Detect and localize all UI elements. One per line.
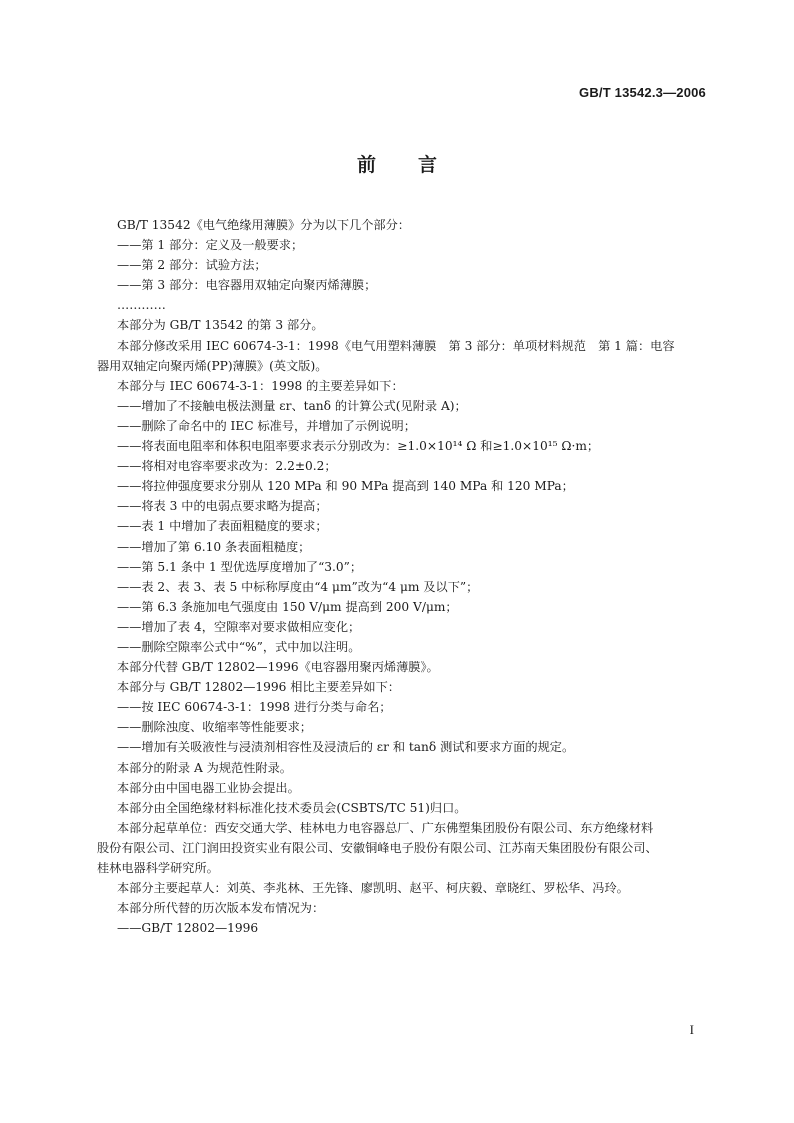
list-item-difference: ——删除空隙率公式中“%”，式中加以注明。 [117,639,361,654]
list-item-difference: ——第 6.3 条施加电气强度由 150 V/μm 提高到 200 V/μm； [117,599,458,614]
paragraph-centralized: 本部分由全国绝缘材料标准化技术委员会(CSBTS/TC 51)归口。 [117,800,467,815]
list-item-difference: ——增加了表 4，空隙率对要求做相应变化； [117,619,361,634]
paragraph-modification-line2: 器用双轴定向聚丙烯(PP)薄膜》(英文版)。 [97,358,328,373]
list-item-comparison: ——按 IEC 60674-3-1：1998 进行分类与命名； [117,700,392,715]
list-item-difference: ——删除了命名中的 IEC 标准号，并增加了示例说明； [117,418,416,433]
foreword-body [97,215,707,938]
paragraph-history-intro: 本部分所代替的历次版本发布情况为： [117,901,325,916]
paragraph-drafters: 本部分主要起草人：刘英、李兆林、王先锋、廖凯明、赵平、柯庆毅、章晓红、罗松华、冯玲。 [117,881,629,896]
standard-number: GB/T 13542.3—2006 [579,85,706,100]
list-item-history: ——GB/T 12802—1996 [117,921,259,936]
list-item-difference: ——表 2、表 3、表 5 中标称厚度由“4 μm”改为“4 μm 及以下”； [117,579,479,594]
page-number: I [689,1022,694,1037]
list-item-difference: ——第 5.1 条中 1 型优选厚度增加了“3.0”； [117,559,363,574]
list-item-comparison: ——增加有关吸液性与浸渍剂相容性及浸渍后的 εr 和 tanδ 测试和要求方面的规定。 [117,740,575,755]
paragraph-annex: 本部分的附录 A 为规范性附录。 [117,760,292,775]
list-ellipsis: ………… [117,298,166,313]
list-item-difference: ——将相对电容率要求改为：2.2±0.2； [117,459,337,474]
title-char-1: 前 [356,154,376,176]
list-item-part3: ——第 3 部分：电容器用双轴定向聚丙烯薄膜； [117,278,377,293]
paragraph-drafting-units-line3: 桂林电器科学研究所。 [97,861,219,875]
list-item-difference: ——表 1 中增加了表面粗糙度的要求； [117,519,328,534]
paragraph-comparison-intro: 本部分与 GB/T 12802—1996 相比主要差异如下： [117,680,400,695]
list-item-difference: ——将表面电阻率和体积电阻率要求表示分别改为：≥1.0×10¹⁴ Ω 和≥1.0×10¹⁵ Ω·m； [117,439,600,454]
list-item-part1: ——第 1 部分：定义及一般要求； [117,238,304,253]
paragraph-proposer: 本部分由中国电器工业协会提出。 [117,780,300,795]
paragraph-drafting-units-line2: 股份有限公司、江门润田投资实业有限公司、安徽铜峰电子股份有限公司、江苏南天集团股份有限公司、 [97,840,658,855]
paragraph-differences-intro: 本部分与 IEC 60674-3-1：1998 的主要差异如下： [117,378,404,393]
title-char-2: 言 [418,154,438,176]
page-title [0,150,794,177]
list-item-difference: ——将拉伸强度要求分别从 120 MPa 和 90 MPa 提高到 140 MPa 和 120 MPa； [117,479,574,494]
list-item-comparison: ——删除浊度、收缩率等性能要求； [117,720,312,735]
list-item-part2: ——第 2 部分：试验方法； [117,258,267,273]
paragraph-replacement: 本部分代替 GB/T 12802—1996《电容器用聚丙烯薄膜》。 [117,660,439,675]
list-item-difference: ——将表 3 中的电弱点要求略为提高； [117,499,328,514]
paragraph-modification-line1: 本部分修改采用 IEC 60674-3-1：1998《电气用塑料薄膜 第 3 部分：单项材料规范 第 1 篇：电容 [117,338,675,353]
paragraph-parts-intro: GB/T 13542《电气绝缘用薄膜》分为以下几个部分： [117,218,410,232]
list-item-difference: ——增加了第 6.10 条表面粗糙度； [117,539,311,554]
paragraph-drafting-units-line1: 本部分起草单位：西安交通大学、桂林电力电容器总厂、广东佛塑集团股份有限公司、东方绝缘材料 [117,820,654,835]
paragraph-part-statement: 本部分为 GB/T 13542 的第 3 部分。 [117,318,324,333]
list-item-difference: ——增加了不接触电极法测量 εr、tanδ 的计算公式(见附录 A)； [117,398,467,413]
